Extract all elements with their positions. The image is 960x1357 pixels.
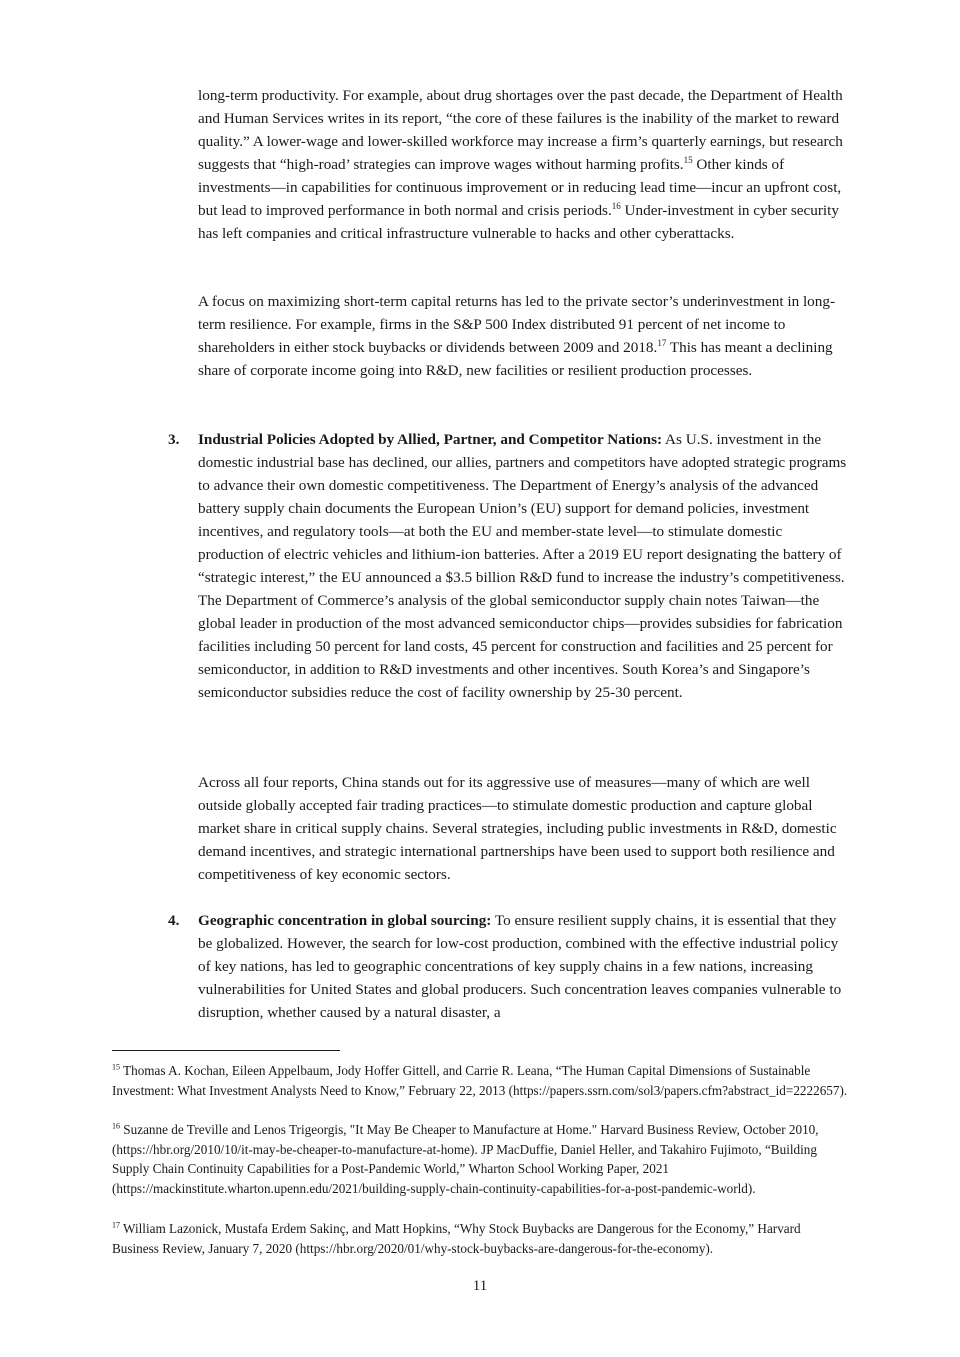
list-item-heading: Industrial Policies Adopted by Allied, Partner, and Competitor Nations: <box>198 431 663 448</box>
paragraph-text: Other kinds of investments—in capabilities for continuous improvement or in reducing lead time—incur an upfront cost, but lead to improved performance in both normal and crisis periods. <box>198 156 842 219</box>
page-number: 11 <box>472 1278 488 1294</box>
list-item-text: As U.S. investment in the domestic industrial base has declined, our allies, partners and competitors have adopted strategic programs to advance their own domestic competitiveness. The Department of Energy’s analysis of the advanced battery supply chain documents the European Union’s (EU) support for demand policies, investment incentives, and regulatory tools—at both the EU and member-state level—to stimulate domestic production of electric vehicles and lithium-ion batteries. After a 2019 EU report designating the battery of “strategic interest,” the EU announced a $3.5 billion R&D fund to increase the industry’s competitiveness. The Department of Commerce’s analysis of the global semiconductor supply chain notes Taiwan—the global leader in production of the most advanced semiconductor chips—provides subsidies for fabrication facilities including 50 percent for land costs, 45 percent for construction and facilities and 25 percent for semiconductor, in addition to R&D investments and other incentives. South Korea’s and Singapore’s semiconductor subsidies reduce the cost of facility ownership by 25-30 percent. <box>198 431 847 701</box>
footnote-number: 17 <box>112 1220 120 1230</box>
body-paragraph <box>198 290 850 382</box>
footnote <box>112 1061 850 1100</box>
list-item <box>198 428 850 704</box>
footnote-separator <box>112 1050 340 1051</box>
body-paragraph <box>198 84 850 245</box>
footnote-ref: 15 <box>683 154 693 165</box>
list-item-number: 3. <box>168 431 180 448</box>
paragraph-text: A focus on maximizing short-term capital returns has led to the private sector’s underinvestment in long-term resilience. For example, firms in the S&P 500 Index distributed 91 percent of net income to shareholders in either stock buybacks or dividends between 2009 and 2018. <box>198 293 836 356</box>
list-item-text: To ensure resilient supply chains, it is essential that they be globalized. However, the search for low-cost production, combined with the effective industrial policy of key nations, has led to geographic concentrations of key supply chains in a few nations, increasing vulnerabilities for United States and global producers. Such concentration leaves companies vulnerable to disruption, whether caused by a natural disaster, a <box>198 912 842 1021</box>
footnote-text: Thomas A. Kochan, Eileen Appelbaum, Jody Hoffer Gittell, and Carrie R. Leana, “The Human Capital Dimensions of Sustainable Investment: What Investment Analysts Need to Know,” February 22, 2013 (https://papers.ssrn.com/sol3/papers.cfm?abstract_id=2222657). <box>112 1063 848 1098</box>
footnote-number: 16 <box>112 1121 120 1131</box>
footnote-ref: 17 <box>657 337 667 348</box>
footnote-ref: 16 <box>611 200 621 211</box>
footnote-text: William Lazonick, Mustafa Erdem Sakinç, and Matt Hopkins, “Why Stock Buybacks are Dangerous for the Economy,” Harvard Business Review, January 7, 2020 (https://hbr.org/2020/01/why-stock-buybacks-are-dangerous-for-the-economy). <box>112 1221 801 1256</box>
footnote <box>112 1219 850 1258</box>
footnote-number: 15 <box>112 1062 120 1072</box>
paragraph-text: This has meant a declining share of corporate income going into R&D, new facilities or resilient production processes. <box>198 339 833 379</box>
paragraph-text: long-term productivity. For example, about drug shortages over the past decade, the Department of Health and Human Services writes in its report, “the core of these failures is the inability of the market to reward quality.” A lower-wage and lower-skilled workforce may increase a firm’s quarterly earnings, but research suggests that “high-road’ strategies can improve wages without harming profits. <box>198 87 843 173</box>
body-paragraph: Across all four reports, China stands out for its aggressive use of measures—many of which are well outside globally accepted fair trading practices—to stimulate domestic production and capture global market share in critical supply chains. Several strategies, including public investments in R&D, domestic demand incentives, and strategic international partnerships have been used to support both resilience and competitiveness of key economic sectors. <box>198 774 837 883</box>
paragraph-text: Under-investment in cyber security has left companies and critical infrastructure vulnerable to hacks and other cyberattacks. <box>198 202 839 242</box>
footnote <box>112 1120 850 1198</box>
footnote-text: Suzanne de Treville and Lenos Trigeorgis, "It May Be Cheaper to Manufacture at Home." Harvard Business Review, October 2010, (https://hbr.org/2010/10/it-may-be-cheaper-to-manufacture-at-home). JP MacDuffie, Daniel Heller, and Takahiro Fujimoto, “Building Supply Chain Continuity Capabilities for a Post-Pandemic World,” Wharton School Working Paper, 2021 (https://mackinstitute.wharton.upenn.edu/2021/building-supply-chain-continuity-capabilities-for-a-post-pandemic-world). <box>112 1122 819 1196</box>
list-item-heading: Geographic concentration in global sourcing: <box>198 912 492 929</box>
list-item-number: 4. <box>168 912 180 929</box>
list-item <box>198 909 850 1024</box>
